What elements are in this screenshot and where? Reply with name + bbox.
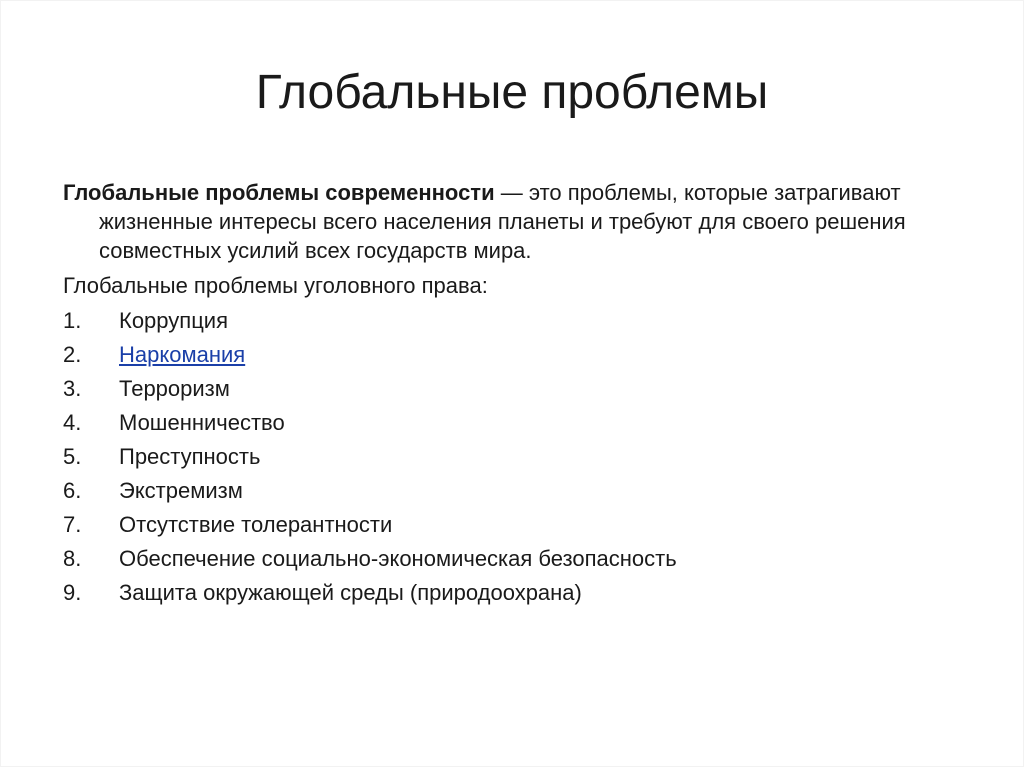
list-item-label: Экстремизм <box>119 478 243 503</box>
list-item-number: 5. <box>63 444 82 469</box>
list-item-label: Обеспечение социально-экономическая безопасность <box>119 546 677 571</box>
list-item-label: Терроризм <box>119 376 230 401</box>
list-item-label: Отсутствие толерантности <box>119 512 393 537</box>
slide-title: Глобальные проблемы <box>255 66 769 119</box>
list-item <box>63 306 983 340</box>
narcomania-link[interactable]: Наркомания <box>119 342 246 367</box>
list-item-number: 3. <box>63 376 82 401</box>
list-item-label: Преступность <box>119 444 261 469</box>
list-item-number: 9. <box>63 580 82 605</box>
list-item-number: 4. <box>63 410 82 435</box>
definition-paragraph <box>63 178 983 265</box>
list-item-label: Мошенничество <box>119 410 285 435</box>
definition-text: — это проблемы, которые затрагивают жизненные интересы всего населения планеты и требуют для своего решения совместных усилий всех государств мира. <box>99 180 906 263</box>
list-item <box>63 442 983 476</box>
list-item-number: 8. <box>63 546 82 571</box>
list-item-number: 6. <box>63 478 82 503</box>
list-item <box>63 340 983 374</box>
list-item-label: Коррупция <box>119 308 228 333</box>
problem-list <box>63 306 983 612</box>
list-item <box>63 374 983 408</box>
list-item-number: 7. <box>63 512 82 537</box>
list-item-number: 1. <box>63 308 82 333</box>
list-heading: Глобальные проблемы уголовного права: <box>63 273 488 298</box>
list-item <box>63 476 983 510</box>
list-item <box>63 578 983 612</box>
list-item <box>63 544 983 578</box>
list-item <box>63 510 983 544</box>
definition-term: Глобальные проблемы современности <box>63 180 495 205</box>
list-item-label: Защита окружающей среды (природоохрана) <box>119 580 582 605</box>
slide-content <box>63 178 983 612</box>
list-item <box>63 408 983 442</box>
list-item-number: 2. <box>63 342 82 367</box>
